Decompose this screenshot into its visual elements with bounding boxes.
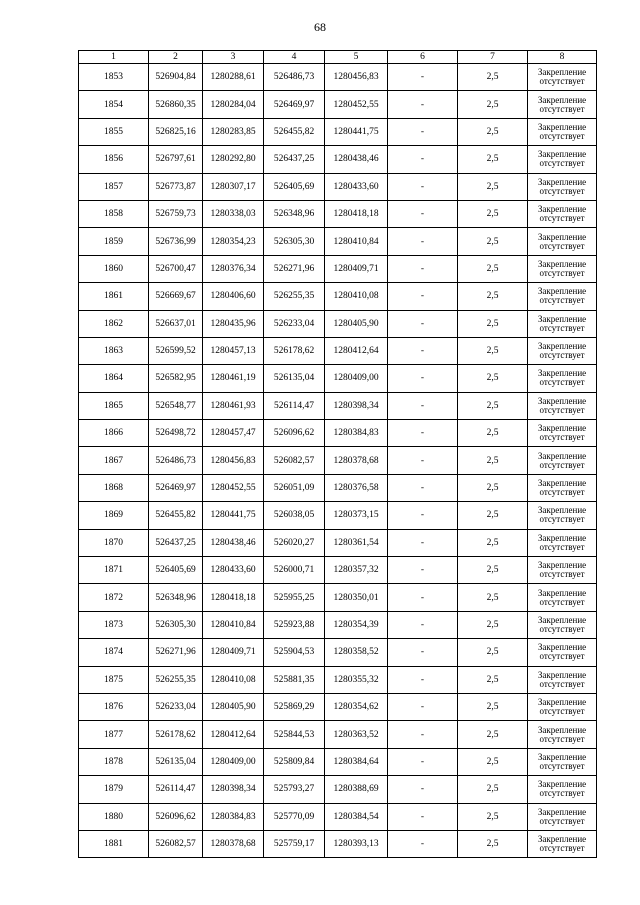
cell-col-6: - <box>388 611 458 638</box>
cell-col-7: 2,5 <box>458 118 528 145</box>
cell-x-start: 526271,96 <box>149 639 203 666</box>
cell-x-end: 526469,97 <box>264 91 325 118</box>
table-row <box>79 91 597 118</box>
cell-x-start: 526348,96 <box>149 584 203 611</box>
cell-col-6: - <box>388 529 458 556</box>
cell-col-7: 2,5 <box>458 776 528 803</box>
cell-x-start: 526255,35 <box>149 666 203 693</box>
cell-x-start: 526825,16 <box>149 118 203 145</box>
cell-x-start: 526135,04 <box>149 748 203 775</box>
cell-x-end: 526051,09 <box>264 474 325 501</box>
cell-x-start: 526904,84 <box>149 64 203 91</box>
cell-x-end: 526020,27 <box>264 529 325 556</box>
cell-y-end: 1280363,52 <box>325 721 388 748</box>
cell-note: Закрепление отсутствует <box>528 255 597 282</box>
cell-note: Закрепление отсутствует <box>528 447 597 474</box>
table-row <box>79 584 597 611</box>
cell-x-start: 526498,72 <box>149 420 203 447</box>
cell-y-start: 1280456,83 <box>203 447 264 474</box>
cell-col-6: - <box>388 310 458 337</box>
cell-x-end: 525759,17 <box>264 830 325 857</box>
cell-col-6: - <box>388 146 458 173</box>
cell-x-start: 526736,99 <box>149 228 203 255</box>
cell-y-start: 1280384,83 <box>203 803 264 830</box>
cell-y-start: 1280441,75 <box>203 502 264 529</box>
cell-y-end: 1280373,15 <box>325 502 388 529</box>
cell-note: Закрепление отсутствует <box>528 529 597 556</box>
cell-point-number: 1879 <box>79 776 149 803</box>
column-header-2: 2 <box>149 51 203 64</box>
cell-col-6: - <box>388 392 458 419</box>
cell-y-start: 1280398,34 <box>203 776 264 803</box>
cell-col-6: - <box>388 365 458 392</box>
cell-x-end: 526348,96 <box>264 200 325 227</box>
cell-y-end: 1280355,32 <box>325 666 388 693</box>
cell-col-7: 2,5 <box>458 91 528 118</box>
cell-y-start: 1280461,93 <box>203 392 264 419</box>
column-header-8: 8 <box>528 51 597 64</box>
cell-y-start: 1280433,60 <box>203 557 264 584</box>
cell-note: Закрепление отсутствует <box>528 420 597 447</box>
cell-y-start: 1280452,55 <box>203 474 264 501</box>
cell-col-7: 2,5 <box>458 584 528 611</box>
table-header <box>79 51 597 64</box>
cell-point-number: 1858 <box>79 200 149 227</box>
cell-col-6: - <box>388 693 458 720</box>
cell-x-start: 526669,67 <box>149 283 203 310</box>
cell-x-start: 526548,77 <box>149 392 203 419</box>
cell-y-start: 1280410,08 <box>203 666 264 693</box>
table-row <box>79 64 597 91</box>
table-row <box>79 118 597 145</box>
cell-y-start: 1280457,47 <box>203 420 264 447</box>
cell-y-start: 1280406,60 <box>203 283 264 310</box>
cell-point-number: 1857 <box>79 173 149 200</box>
cell-col-6: - <box>388 502 458 529</box>
cell-x-start: 526759,73 <box>149 200 203 227</box>
cell-col-7: 2,5 <box>458 255 528 282</box>
cell-y-start: 1280438,46 <box>203 529 264 556</box>
cell-point-number: 1867 <box>79 447 149 474</box>
cell-col-7: 2,5 <box>458 529 528 556</box>
cell-x-end: 525809,84 <box>264 748 325 775</box>
cell-y-start: 1280409,71 <box>203 639 264 666</box>
cell-point-number: 1875 <box>79 666 149 693</box>
table-row <box>79 146 597 173</box>
cell-note: Закрепление отсутствует <box>528 721 597 748</box>
cell-point-number: 1865 <box>79 392 149 419</box>
cell-note: Закрепление отсутствует <box>528 748 597 775</box>
cell-note: Закрепление отсутствует <box>528 365 597 392</box>
table-row <box>79 283 597 310</box>
cell-col-7: 2,5 <box>458 611 528 638</box>
cell-col-7: 2,5 <box>458 64 528 91</box>
cell-point-number: 1873 <box>79 611 149 638</box>
cell-col-6: - <box>388 557 458 584</box>
cell-point-number: 1859 <box>79 228 149 255</box>
cell-y-end: 1280456,83 <box>325 64 388 91</box>
cell-x-end: 525844,53 <box>264 721 325 748</box>
cell-col-7: 2,5 <box>458 146 528 173</box>
cell-y-start: 1280354,23 <box>203 228 264 255</box>
cell-note: Закрепление отсутствует <box>528 557 597 584</box>
cell-y-start: 1280412,64 <box>203 721 264 748</box>
cell-note: Закрепление отсутствует <box>528 200 597 227</box>
cell-point-number: 1869 <box>79 502 149 529</box>
cell-y-start: 1280284,04 <box>203 91 264 118</box>
cell-y-end: 1280357,32 <box>325 557 388 584</box>
cell-y-start: 1280283,85 <box>203 118 264 145</box>
cell-col-6: - <box>388 776 458 803</box>
cell-col-6: - <box>388 830 458 857</box>
cell-point-number: 1855 <box>79 118 149 145</box>
cell-point-number: 1870 <box>79 529 149 556</box>
cell-y-start: 1280288,61 <box>203 64 264 91</box>
cell-note: Закрепление отсутствует <box>528 803 597 830</box>
cell-x-end: 526271,96 <box>264 255 325 282</box>
cell-x-end: 526000,71 <box>264 557 325 584</box>
cell-point-number: 1866 <box>79 420 149 447</box>
cell-y-end: 1280405,90 <box>325 310 388 337</box>
cell-point-number: 1856 <box>79 146 149 173</box>
cell-note: Закрепление отсутствует <box>528 146 597 173</box>
cell-col-7: 2,5 <box>458 803 528 830</box>
column-header-5: 5 <box>325 51 388 64</box>
cell-x-end: 526135,04 <box>264 365 325 392</box>
cell-x-start: 526582,95 <box>149 365 203 392</box>
cell-point-number: 1877 <box>79 721 149 748</box>
cell-point-number: 1871 <box>79 557 149 584</box>
cell-col-6: - <box>388 173 458 200</box>
cell-col-6: - <box>388 748 458 775</box>
cell-x-end: 525923,88 <box>264 611 325 638</box>
cell-x-end: 526437,25 <box>264 146 325 173</box>
cell-y-start: 1280405,90 <box>203 693 264 720</box>
cell-y-end: 1280412,64 <box>325 337 388 364</box>
cell-x-start: 526178,62 <box>149 721 203 748</box>
cell-col-7: 2,5 <box>458 365 528 392</box>
cell-x-start: 526486,73 <box>149 447 203 474</box>
column-header-3: 3 <box>203 51 264 64</box>
cell-col-7: 2,5 <box>458 502 528 529</box>
cell-note: Закрепление отсутствует <box>528 584 597 611</box>
cell-col-6: - <box>388 447 458 474</box>
cell-y-start: 1280461,19 <box>203 365 264 392</box>
table-row <box>79 611 597 638</box>
cell-col-7: 2,5 <box>458 392 528 419</box>
cell-col-6: - <box>388 337 458 364</box>
cell-note: Закрепление отсутствует <box>528 502 597 529</box>
cell-x-start: 526455,82 <box>149 502 203 529</box>
column-header-6: 6 <box>388 51 458 64</box>
cell-note: Закрепление отсутствует <box>528 693 597 720</box>
table-row <box>79 529 597 556</box>
cell-y-end: 1280384,83 <box>325 420 388 447</box>
cell-y-end: 1280388,69 <box>325 776 388 803</box>
cell-x-end: 526082,57 <box>264 447 325 474</box>
cell-point-number: 1862 <box>79 310 149 337</box>
cell-y-end: 1280354,39 <box>325 611 388 638</box>
cell-note: Закрепление отсутствует <box>528 776 597 803</box>
cell-y-end: 1280378,68 <box>325 447 388 474</box>
table-row <box>79 420 597 447</box>
cell-x-end: 526455,82 <box>264 118 325 145</box>
cell-col-7: 2,5 <box>458 474 528 501</box>
column-header-7: 7 <box>458 51 528 64</box>
cell-col-6: - <box>388 666 458 693</box>
cell-x-start: 526233,04 <box>149 693 203 720</box>
cell-point-number: 1874 <box>79 639 149 666</box>
table-row <box>79 666 597 693</box>
cell-col-7: 2,5 <box>458 639 528 666</box>
cell-note: Закрепление отсутствует <box>528 337 597 364</box>
cell-x-end: 526305,30 <box>264 228 325 255</box>
cell-point-number: 1853 <box>79 64 149 91</box>
column-header-4: 4 <box>264 51 325 64</box>
cell-col-6: - <box>388 420 458 447</box>
table-row <box>79 776 597 803</box>
cell-point-number: 1880 <box>79 803 149 830</box>
cell-x-start: 526405,69 <box>149 557 203 584</box>
cell-y-end: 1280393,13 <box>325 830 388 857</box>
table-row <box>79 228 597 255</box>
cell-x-start: 526637,01 <box>149 310 203 337</box>
cell-note: Закрепление отсутствует <box>528 173 597 200</box>
cell-y-end: 1280438,46 <box>325 146 388 173</box>
cell-col-7: 2,5 <box>458 666 528 693</box>
table-row <box>79 502 597 529</box>
cell-col-6: - <box>388 64 458 91</box>
table-row <box>79 803 597 830</box>
cell-x-end: 525869,29 <box>264 693 325 720</box>
cell-col-6: - <box>388 118 458 145</box>
cell-point-number: 1878 <box>79 748 149 775</box>
table-row <box>79 310 597 337</box>
cell-y-end: 1280433,60 <box>325 173 388 200</box>
cell-col-7: 2,5 <box>458 310 528 337</box>
cell-x-end: 526178,62 <box>264 337 325 364</box>
cell-col-7: 2,5 <box>458 557 528 584</box>
table-row <box>79 337 597 364</box>
cell-x-start: 526437,25 <box>149 529 203 556</box>
cell-col-6: - <box>388 255 458 282</box>
cell-y-start: 1280338,03 <box>203 200 264 227</box>
cell-point-number: 1861 <box>79 283 149 310</box>
cell-y-start: 1280376,34 <box>203 255 264 282</box>
cell-col-7: 2,5 <box>458 337 528 364</box>
cell-col-6: - <box>388 228 458 255</box>
table-row <box>79 365 597 392</box>
cell-point-number: 1863 <box>79 337 149 364</box>
cell-x-start: 526599,52 <box>149 337 203 364</box>
cell-y-end: 1280418,18 <box>325 200 388 227</box>
cell-col-7: 2,5 <box>458 693 528 720</box>
cell-note: Закрепление отсутствует <box>528 283 597 310</box>
cell-y-end: 1280409,00 <box>325 365 388 392</box>
cell-col-7: 2,5 <box>458 173 528 200</box>
cell-x-start: 526700,47 <box>149 255 203 282</box>
cell-x-end: 525793,27 <box>264 776 325 803</box>
cell-x-end: 526114,47 <box>264 392 325 419</box>
cell-note: Закрепление отсутствует <box>528 639 597 666</box>
cell-col-6: - <box>388 803 458 830</box>
column-header-1: 1 <box>79 51 149 64</box>
cell-col-7: 2,5 <box>458 830 528 857</box>
cell-x-end: 526038,05 <box>264 502 325 529</box>
cell-y-start: 1280307,17 <box>203 173 264 200</box>
cell-x-start: 526082,57 <box>149 830 203 857</box>
cell-x-end: 525904,53 <box>264 639 325 666</box>
table-row <box>79 830 597 857</box>
cell-y-end: 1280409,71 <box>325 255 388 282</box>
cell-x-start: 526305,30 <box>149 611 203 638</box>
cell-point-number: 1872 <box>79 584 149 611</box>
cell-y-end: 1280376,58 <box>325 474 388 501</box>
table-row <box>79 255 597 282</box>
cell-y-start: 1280457,13 <box>203 337 264 364</box>
table-body <box>79 64 597 858</box>
cell-point-number: 1864 <box>79 365 149 392</box>
cell-x-end: 526486,73 <box>264 64 325 91</box>
coordinates-table <box>78 50 597 858</box>
cell-y-end: 1280354,62 <box>325 693 388 720</box>
cell-y-end: 1280441,75 <box>325 118 388 145</box>
cell-y-start: 1280435,96 <box>203 310 264 337</box>
cell-x-end: 526233,04 <box>264 310 325 337</box>
cell-y-start: 1280292,80 <box>203 146 264 173</box>
cell-x-start: 526860,35 <box>149 91 203 118</box>
table-row <box>79 557 597 584</box>
table-row <box>79 200 597 227</box>
cell-col-7: 2,5 <box>458 200 528 227</box>
cell-x-end: 526096,62 <box>264 420 325 447</box>
cell-y-start: 1280378,68 <box>203 830 264 857</box>
cell-x-start: 526114,47 <box>149 776 203 803</box>
table-row <box>79 392 597 419</box>
cell-x-start: 526797,61 <box>149 146 203 173</box>
cell-y-end: 1280350,01 <box>325 584 388 611</box>
cell-col-7: 2,5 <box>458 447 528 474</box>
cell-y-end: 1280384,54 <box>325 803 388 830</box>
cell-col-7: 2,5 <box>458 420 528 447</box>
cell-col-7: 2,5 <box>458 748 528 775</box>
cell-col-6: - <box>388 474 458 501</box>
cell-y-end: 1280410,08 <box>325 283 388 310</box>
cell-y-end: 1280384,64 <box>325 748 388 775</box>
cell-note: Закрепление отсутствует <box>528 91 597 118</box>
cell-col-7: 2,5 <box>458 721 528 748</box>
cell-note: Закрепление отсутствует <box>528 392 597 419</box>
cell-note: Закрепление отсутствует <box>528 310 597 337</box>
cell-x-end: 525770,09 <box>264 803 325 830</box>
table-row <box>79 639 597 666</box>
cell-point-number: 1881 <box>79 830 149 857</box>
cell-point-number: 1854 <box>79 91 149 118</box>
cell-x-end: 526255,35 <box>264 283 325 310</box>
cell-point-number: 1860 <box>79 255 149 282</box>
cell-y-end: 1280358,52 <box>325 639 388 666</box>
cell-col-7: 2,5 <box>458 283 528 310</box>
cell-col-6: - <box>388 639 458 666</box>
cell-note: Закрепление отсутствует <box>528 611 597 638</box>
cell-x-end: 526405,69 <box>264 173 325 200</box>
table-row <box>79 721 597 748</box>
cell-col-7: 2,5 <box>458 228 528 255</box>
cell-note: Закрепление отсутствует <box>528 228 597 255</box>
cell-note: Закрепление отсутствует <box>528 830 597 857</box>
cell-col-6: - <box>388 283 458 310</box>
table-row <box>79 474 597 501</box>
cell-y-end: 1280361,54 <box>325 529 388 556</box>
cell-note: Закрепление отсутствует <box>528 118 597 145</box>
cell-note: Закрепление отсутствует <box>528 64 597 91</box>
cell-point-number: 1876 <box>79 693 149 720</box>
cell-note: Закрепление отсутствует <box>528 666 597 693</box>
cell-y-end: 1280452,55 <box>325 91 388 118</box>
header-row <box>79 51 597 64</box>
cell-x-end: 525955,25 <box>264 584 325 611</box>
cell-col-6: - <box>388 584 458 611</box>
table-row <box>79 447 597 474</box>
cell-note: Закрепление отсутствует <box>528 474 597 501</box>
cell-y-start: 1280410,84 <box>203 611 264 638</box>
cell-x-end: 525881,35 <box>264 666 325 693</box>
cell-col-6: - <box>388 200 458 227</box>
cell-y-start: 1280418,18 <box>203 584 264 611</box>
cell-x-start: 526773,87 <box>149 173 203 200</box>
cell-x-start: 526469,97 <box>149 474 203 501</box>
cell-y-start: 1280409,00 <box>203 748 264 775</box>
cell-x-start: 526096,62 <box>149 803 203 830</box>
page-number: 68 <box>314 20 326 34</box>
cell-col-6: - <box>388 91 458 118</box>
table-row <box>79 693 597 720</box>
cell-y-end: 1280410,84 <box>325 228 388 255</box>
cell-y-end: 1280398,34 <box>325 392 388 419</box>
table-row <box>79 173 597 200</box>
cell-point-number: 1868 <box>79 474 149 501</box>
table-row <box>79 748 597 775</box>
cell-col-6: - <box>388 721 458 748</box>
